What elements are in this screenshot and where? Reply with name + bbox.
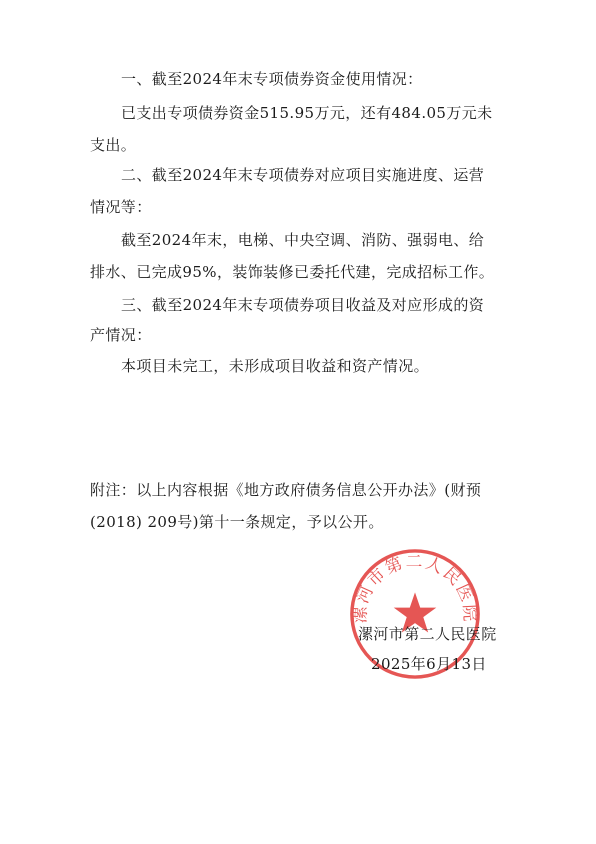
- paragraph-3-line-2: 情况等：: [90, 198, 152, 216]
- note-line-1: 附注：以上内容根据《地方政府债务信息公开办法》(财预: [90, 481, 482, 499]
- issue-date: 2025年6月13日: [371, 655, 487, 673]
- note-line-2: (2018) 209号)第十一条规定，予以公开。: [90, 513, 384, 531]
- paragraph-2-line-2: 支出。: [90, 136, 137, 154]
- paragraph-1: 一、截至2024年末专项债券资金使用情况：: [121, 70, 423, 88]
- paragraph-2-line-1: 已支出专项债券资金515.95万元，还有484.05万元未: [121, 104, 493, 122]
- paragraph-5-line-2: 产情况：: [90, 326, 152, 344]
- paragraph-4-line-1: 截至2024年末，电梯、中央空调、消防、强弱电、给: [121, 231, 485, 249]
- seal-text: 漯河市第二人民医院: [349, 551, 481, 624]
- paragraph-6: 本项目未完工，未形成项目收益和资产情况。: [121, 357, 430, 375]
- issuing-organization: 漯河市第二人民医院: [358, 625, 497, 643]
- paragraph-4-line-2: 排水、已完成95%，装饰装修已委托代建，完成招标工作。: [90, 263, 495, 281]
- paragraph-5-line-1: 三、截至2024年末专项债券项目收益及对应形成的资: [121, 296, 485, 314]
- paragraph-3-line-1: 二、截至2024年末专项债券对应项目实施进度、运营: [121, 166, 485, 184]
